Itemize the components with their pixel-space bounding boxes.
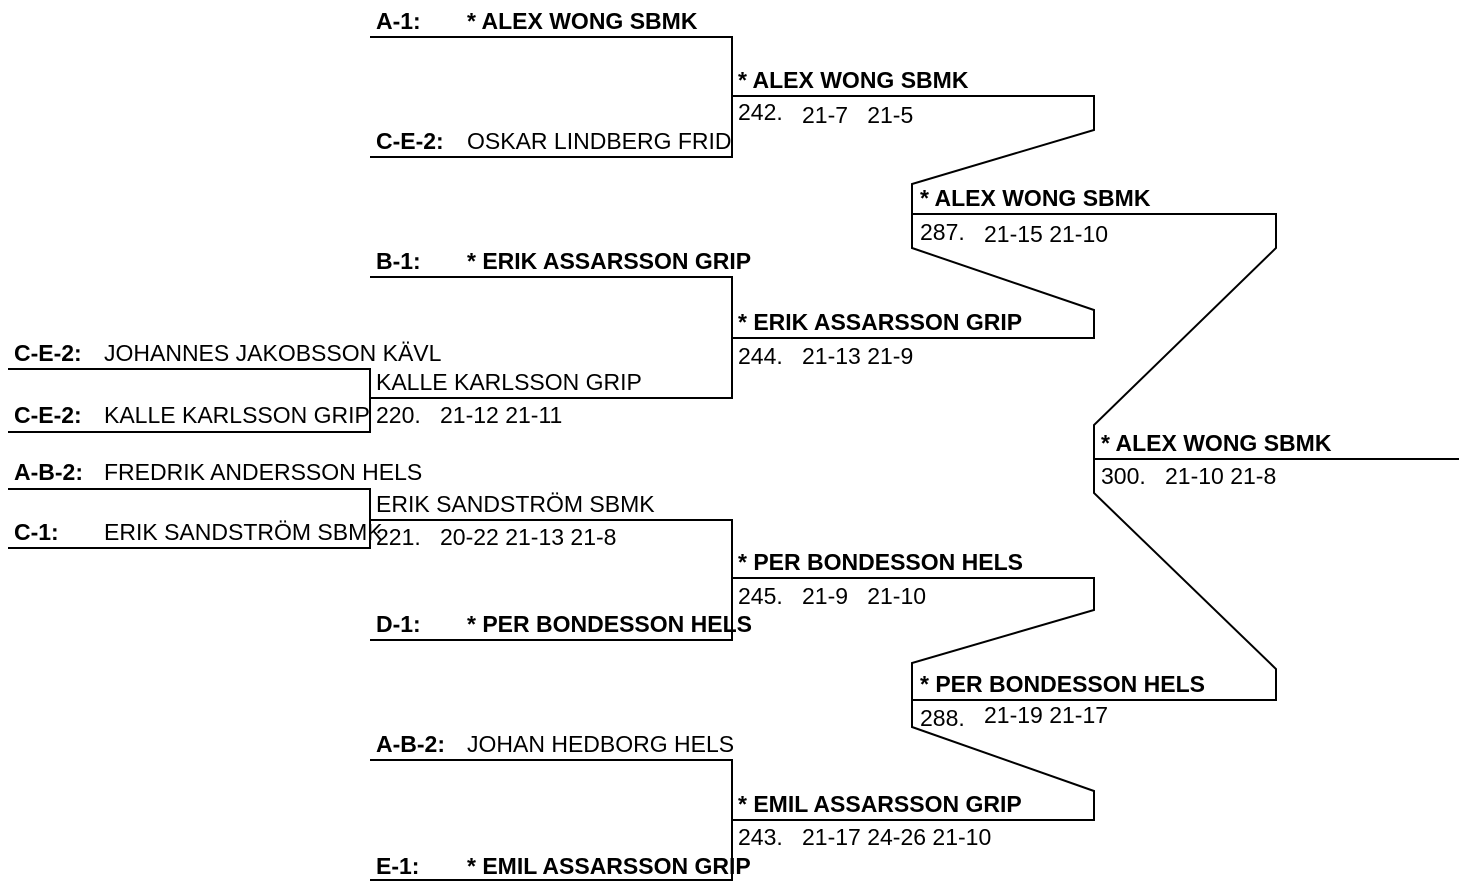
r1-match-2: 221.	[376, 524, 421, 550]
sf-match-1: 287.	[920, 219, 965, 245]
r2-player-5: JOHAN HEDBORG HELS	[467, 731, 735, 757]
qf-winner-2: * ERIK ASSARSSON GRIP	[738, 309, 1023, 335]
r2-seed-1: A-1:	[376, 8, 421, 34]
r1-seed-2: C-E-2:	[14, 402, 82, 428]
sf-score-2: 21-19 21-17	[984, 702, 1109, 728]
qf-match-1: 242.	[738, 99, 783, 125]
sf-winner-2: * PER BONDESSON HELS	[920, 671, 1205, 697]
r1-seed-3: A-B-2:	[14, 459, 83, 485]
qf-connector-1	[732, 96, 1094, 338]
final-match: 300.	[1101, 463, 1146, 489]
final-winner: * ALEX WONG SBMK	[1101, 430, 1332, 456]
r1-player-1: JOHANNES JAKOBSSON KÄVL	[104, 340, 442, 366]
sf-match-2: 288.	[920, 705, 965, 731]
sf-winner-1: * ALEX WONG SBMK	[920, 185, 1151, 211]
r1-player-2: KALLE KARLSSON GRIP	[104, 402, 370, 428]
qf-score-2: 21-13 21-9	[802, 343, 914, 369]
r1-player-4: ERIK SANDSTRÖM SBMK	[104, 519, 383, 545]
qf-winner-4: * EMIL ASSARSSON GRIP	[738, 791, 1022, 817]
qf-winner-3: * PER BONDESSON HELS	[738, 549, 1023, 575]
r2-seed-6: E-1:	[376, 853, 420, 879]
r2-seed-5: A-B-2:	[376, 731, 445, 757]
qf-match-2: 244.	[738, 343, 783, 369]
sf-score-1: 21-15 21-10	[984, 221, 1109, 247]
qf-winner-1: * ALEX WONG SBMK	[738, 67, 969, 93]
sf-connector	[912, 214, 1276, 700]
qf-score-1: 21-7 21-5	[802, 102, 914, 128]
r1-score-2: 20-22 21-13 21-8	[440, 524, 617, 550]
r2-player-6: * EMIL ASSARSSON GRIP	[467, 853, 751, 879]
qf-score-4: 21-17 24-26 21-10	[802, 824, 992, 850]
qf-match-4: 243.	[738, 824, 783, 850]
r2-player-4: * PER BONDESSON HELS	[467, 611, 752, 637]
r2-player-3: * ERIK ASSARSSON GRIP	[467, 248, 752, 274]
qf-score-3: 21-9 21-10	[802, 583, 927, 609]
r2-seed-4: D-1:	[376, 611, 421, 637]
r1-winner-2: ERIK SANDSTRÖM SBMK	[376, 491, 655, 517]
r1-match-1: 220.	[376, 402, 421, 428]
r1-player-3: FREDRIK ANDERSSON HELS	[104, 459, 423, 485]
r2-seed-3: B-1:	[376, 248, 421, 274]
r1-seed-1: C-E-2:	[14, 340, 82, 366]
final-score: 21-10 21-8	[1165, 463, 1277, 489]
r1-seed-4: C-1:	[14, 519, 59, 545]
r1-winner-1: KALLE KARLSSON GRIP	[376, 369, 642, 395]
r2-player-2: OSKAR LINDBERG FRID	[467, 128, 732, 154]
qf-match-3: 245.	[738, 583, 783, 609]
r2-seed-2: C-E-2:	[376, 128, 444, 154]
r2-player-1: * ALEX WONG SBMK	[467, 8, 698, 34]
r1-score-1: 21-12 21-11	[440, 402, 563, 428]
